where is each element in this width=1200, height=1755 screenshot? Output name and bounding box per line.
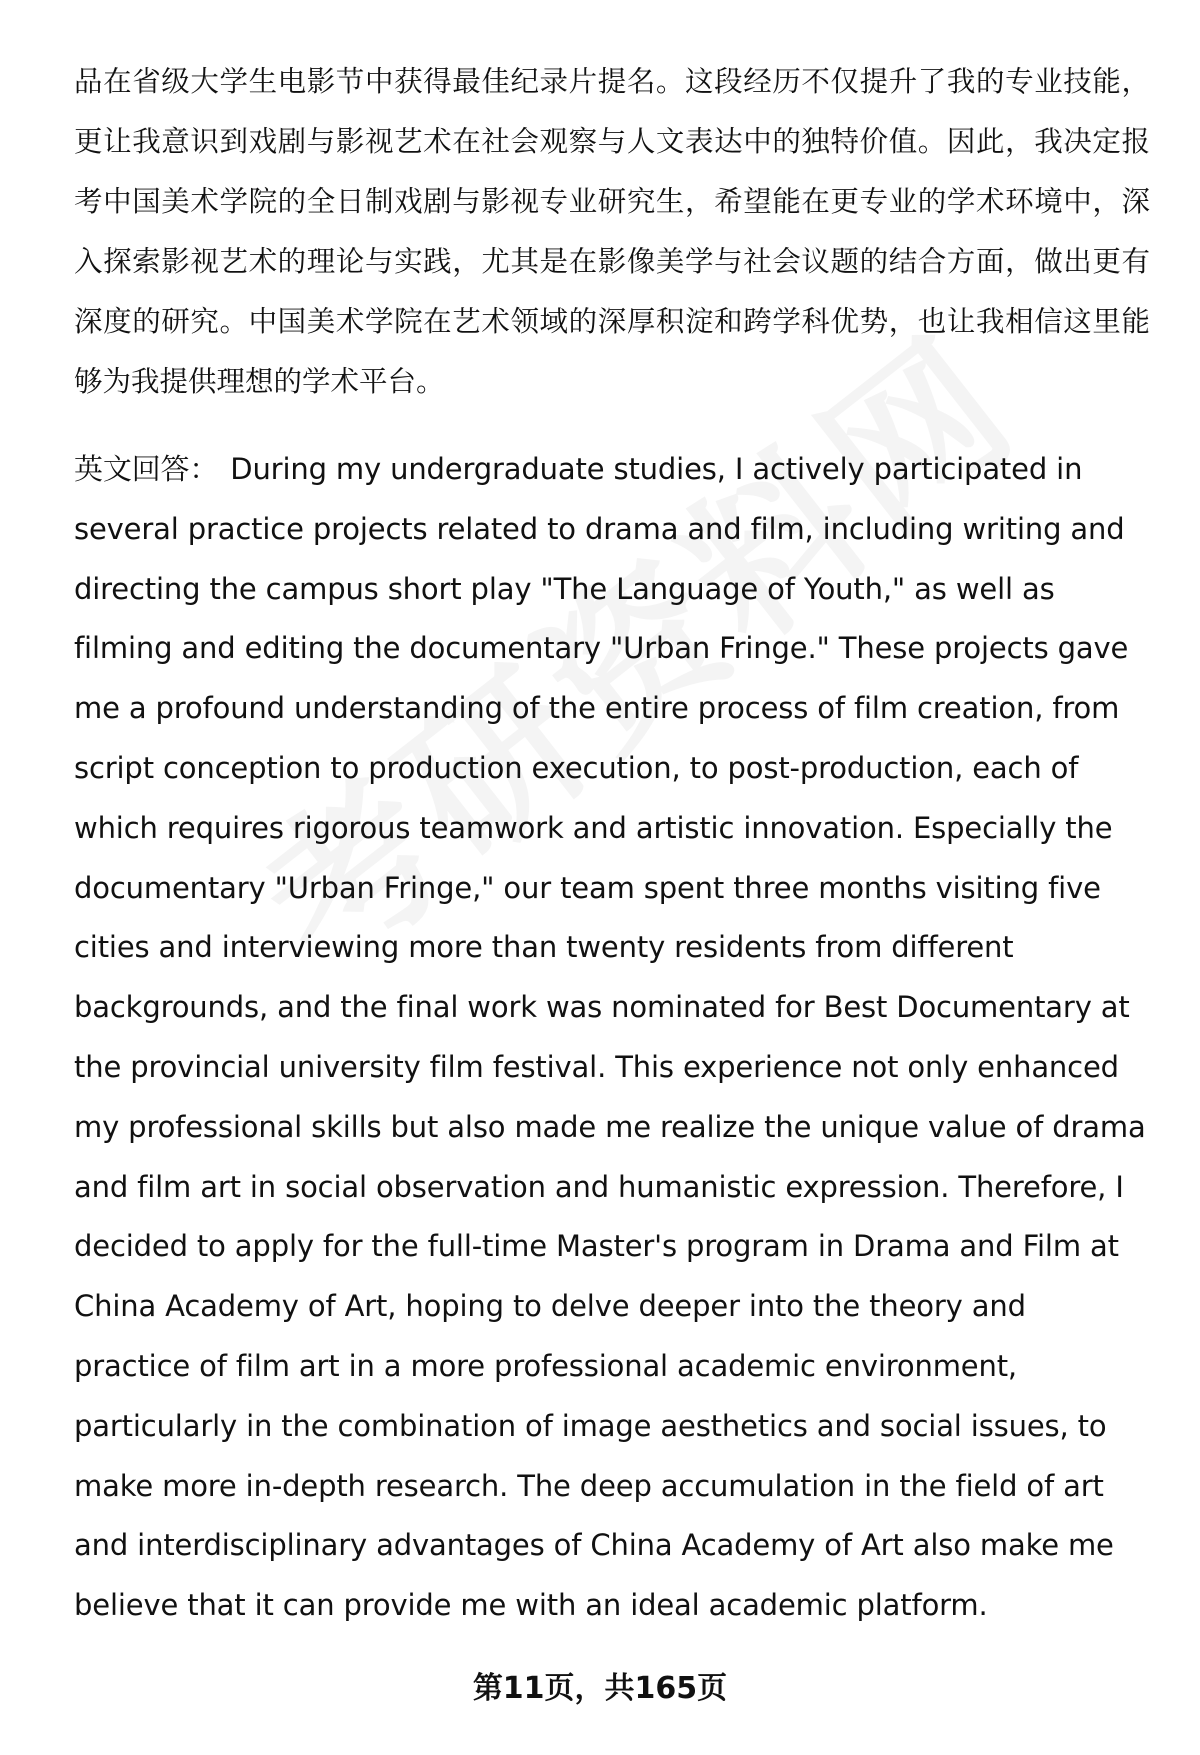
page-indicator: 第11页，共165页 xyxy=(472,1671,728,1706)
english-answer xyxy=(74,440,1150,1636)
english-answer-label: 英文回答： xyxy=(74,452,219,486)
chinese-paragraph: 品在省级大学生电影节中获得最佳纪录片提名。这段经历不仅提升了我的专业技能，更让我意识到戏剧与影视艺术在社会观察与人文表达中的独特价值。因此，我决定报考中国美术学院的全日制戏剧与影视专业研究生，希望能在更专业的学术环境中，深入探索影视艺术的理论与实践，尤其是在影像美学与社会议题的结合方面，做出更有深度的研究。中国美术学院在艺术领域的深厚积淀和跨学科优势，也让我相信这里能够为我提供理想的学术平台。 xyxy=(74,65,1150,398)
english-answer-text: During my undergraduate studies, I actively participated in several practice projects related to drama and film, including writing and directing the campus short play "The Language of Youth," as well as filming and editing the documentary "Urban Fringe." These projects gave me a profound understanding of the entire process of film creation, from script conception to production execution, to post-production, each of which requires rigorous teamwork and artistic innovation. Especially the documentary "Urban Fringe," our team spent three months visiting five cities and interviewing more than twenty residents from different backgrounds, and the final work was nominated for Best Documentary at the provincial university film festival. This experience not only enhanced my professional skills but also made me realize the unique value of drama and film art in social observation and humanistic expression. Therefore, I decided to apply for the full-time Master's program in Drama and Film at China Academy of Art, hoping to delve deeper into the theory and practice of film art in a more professional academic environment, particularly in the combination of image aesthetics and social issues, to make more in-depth research. The deep accumulation in the field of art and interdisciplinary advantages of China Academy of Art also make me believe that it can provide me with an ideal academic platform. xyxy=(74,452,1146,1623)
